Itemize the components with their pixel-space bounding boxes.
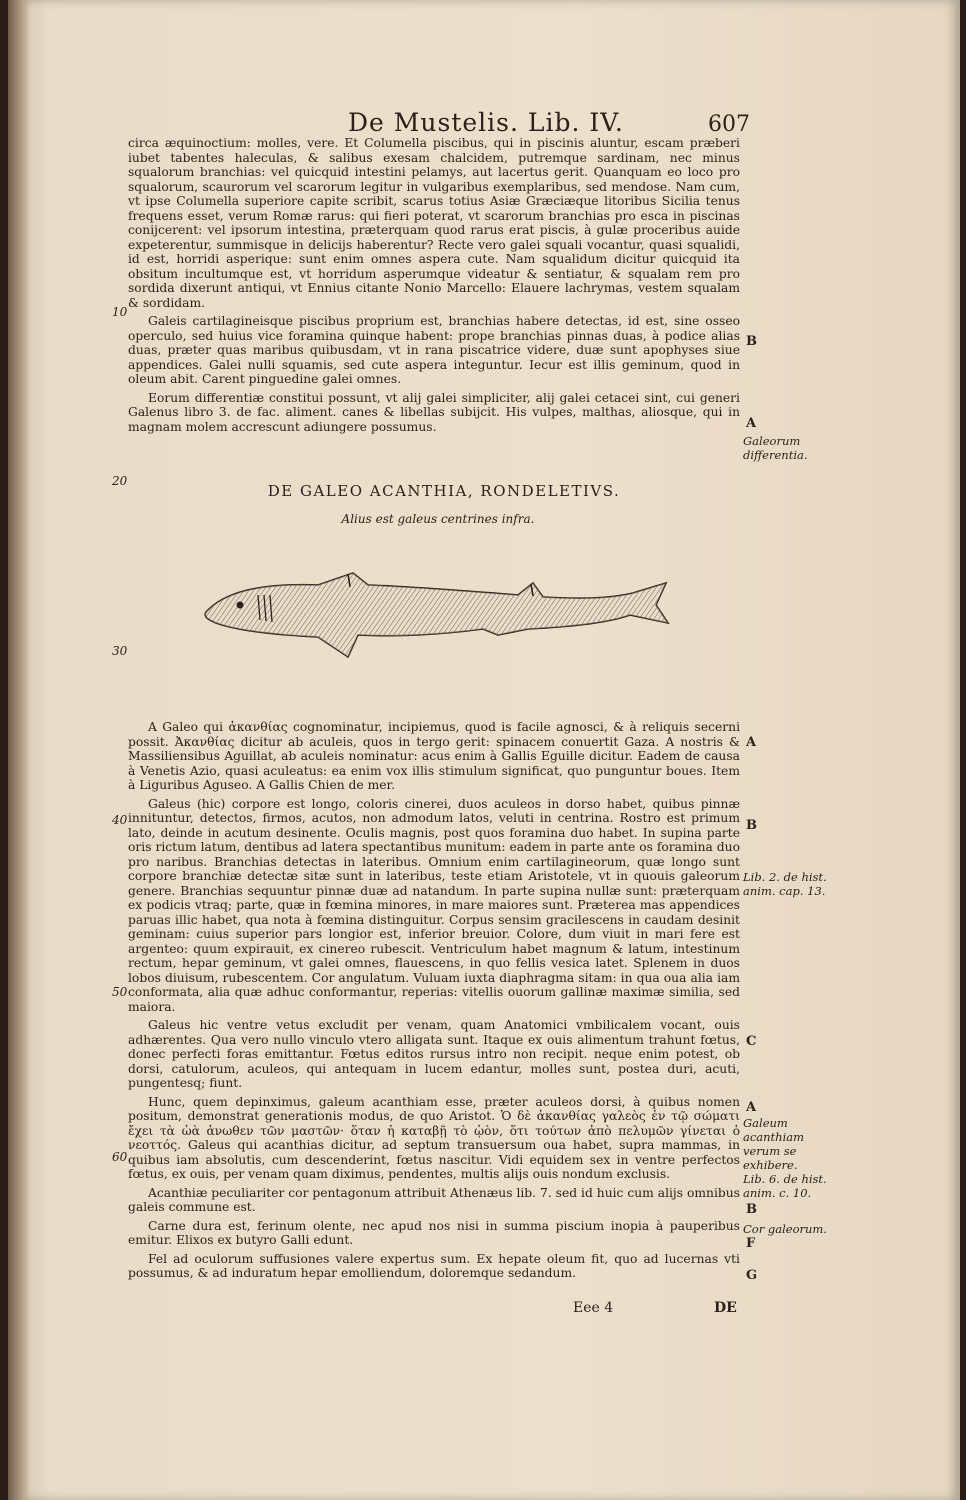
paragraph: Galeus (hic) corpore est longo, coloris cinerei, duos aculeos in dorso habet, quibus pinnæ innituntur, detectos, firmos, acutos, non admodum latos, veluti in centrina. Rostro est primum lato, deinde in acutum desinente. Oculis magnis, post quos foramina duo habet. In supina parte oris rictum latum, dentibus ad latera spectantibus munitum: eadem in parte ante os foramina duo pro naribus. Branchias detectas in lateribus. Omnium enim cartilagineorum, quæ longo sunt corpore branchiæ detectæ sitæ sunt in lateribus, teste etiam Aristotele, vt in quouis galeorum genere. Branchias sequuntur pinnæ duæ ad natandum. In parte supina nullæ sunt: præterquam ex podicis vtraq; parte, quæ in fœmina minores, in mare maiores sunt. Præterea mas appendices paruas illic habet, qua nota à fœmina distinguitur. Corpus sensim gracilescens in caudam desinit geminam: cuius superior pars longior est, inferior breuior. Colore, dum viuit in mari fere est argenteo: quum expirauit, ex cinereo rubescit. Ventriculum habet magnum & latum, intestinum rectum, hepar geminum, vt galei omnes, flauescens, in quo fellis vesica latet. Splenem in duos lobos diuisum, rubescentem. Cor angulatum. Vuluam iuxta diaphragma sitam: in qua oua alia iam conformata, alia quæ adhuc conformantur, reperias: vitellis ouorum gallinæ maximæ similia, sed maiora. bbox=[128, 796, 740, 1014]
line-number: 20 bbox=[112, 474, 128, 488]
paragraph: Hunc, quem depinximus, galeum acanthiam esse, præter aculeos dorsi, à quibus nomen positum, demonstrat generationis modus, de quo Aristot. Ὁ δὲ ἀκανθίας γαλεὸς ἐν τῷ σώματι ἔχει τὰ ὠὰ ἀνωθεν τῶν μαστῶν· ὅταν ἡ καταβῇ τὸ ᾠὸν, ὅτι τούτων ἀπὸ πελυμῶν γίνεται ὁ νεοττός. Galeus qui acanthias dicitur, ad septum transuersum oua habet, supra mammas, in quibus iam absolutis, cum descenderint, fœtus nascitur. Vidi equidem sex in ventre perfectos fœtus, ex ouis, per venam quam diximus, pendentes, multis alijs ouis nondum exclusis. bbox=[128, 1094, 740, 1181]
line-number: 10 bbox=[112, 305, 128, 319]
margin-letter: B bbox=[746, 818, 757, 833]
margin-note-galeum: Galeum acanthiam verum se exhibere. bbox=[743, 1116, 805, 1172]
line-number: 50 bbox=[112, 985, 128, 999]
paragraph: A Galeo qui ἀκανθίας cognominatur, incipiemus, quod is facile agnosci, & à reliquis secerni possit. Ἀκανθίας dicitur ab aculeis, quos in tergo gerit: spinacem conuertit Gaza. A nostris & Massiliensibus Aguillat, ab aculeis nominatur: acus enim à Gallis Eguille dicitur. Eadem de causa à Venetis Azio, quasi aculeatus: ea enim vox illis stimulum significat, quo punguntur boues. Item à Liguribus Aguseo. A Gallis Chien de mer. bbox=[128, 720, 740, 792]
margin-letter: A bbox=[746, 735, 757, 750]
page-number: 607 bbox=[708, 112, 750, 137]
text-block-upper bbox=[128, 136, 740, 438]
margin-letter: G bbox=[746, 1268, 758, 1283]
margin-note-galeorum: Galeorum differentia. bbox=[743, 434, 808, 462]
margin-note-lib2: Lib. 2. de hist. anim. cap. 13. bbox=[743, 870, 827, 898]
margin-letter: C bbox=[746, 1034, 757, 1049]
catchword: DE bbox=[714, 1300, 737, 1316]
paragraph: Eorum differentiæ constitui possunt, vt alij galei simpliciter, alij galei cetacei sint, cui generi Galenus libro 3. de fac. aliment. canes & libellas subijcit. His vulpes, malthas, aliosque, qui in magnam molem accrescunt adiungere possumus. bbox=[128, 390, 740, 434]
signature-mark: Eee 4 bbox=[573, 1300, 614, 1316]
margin-letter: B bbox=[746, 1202, 757, 1217]
paragraph: Galeus hic ventre vetus excludit per venam, quam Anatomici vmbilicalem vocant, ouis adhærentes. Qua vero nullo vinculo vtero alligata sunt. Itaque ex ouis alimentum trahunt fœtus, donec perfecti foras emittantur. Fœtus editos rursus intro non recipit. neque enim potest, ob dorsi, catulorum, aculeos, qui antequam in lucem edantur, molles sunt, postea duri, acuti, pungentesq; fiunt. bbox=[128, 1018, 740, 1090]
text-block-lower bbox=[128, 720, 740, 1285]
page-gutter bbox=[8, 0, 30, 1500]
running-head-title: De Mustelis. Lib. IV. bbox=[348, 108, 624, 137]
margin-letter: F bbox=[746, 1236, 756, 1251]
book-page bbox=[8, 0, 960, 1500]
paragraph: circa æquinoctium: molles, vere. Et Columella piscibus, qui in piscinis aluntur, escam præberi iubet tabentes haleculas, & salibus exesam chalcidem, putremque sardinam, nec minus squalorum branchias: vel quicquid intestini pelamys, aut lacertus gerit. Quanquam eo loco pro squalorum, scaurorum vel scarorum legitur in vulgaribus exemplaribus, sed mendose. Nam cum, vt ipse Columella superiore capite scribit, scarus totius Asiæ Græciæque litoribus Sicilia tenus frequens esset, verum Romæ rarus: qui fieri poterat, vt scarorum branchias pro esca in piscinas conijcerent: vel ipsorum intestina, præterquam quod rarus erat piscis, à gulæ proceribus auide expeterentur, summisque in delicijs haberentur? Recte vero galei squali vocantur, quasi squalidi, id est, horridi asperique: sunt enim omnes aspera cute. Nam squalidum dicitur quicquid ita obsitum incultumque est, vt horridum asperumque videatur & sentiatur, & squalam rem pro sordida dixerunt antiqui, vt Ennius citante Nonio Marcello: Elauere lachrymas, vestem squalam & sordidam. bbox=[128, 136, 740, 310]
shark-woodcut-illustration bbox=[198, 565, 673, 680]
margin-note-lib6: Lib. 6. de hist. anim. c. 10. bbox=[743, 1172, 827, 1200]
paragraph: Acanthiæ peculiariter cor pentagonum attribuit Athenæus lib. 7. sed id huic cum alijs omnibus galeis commune est. bbox=[128, 1185, 740, 1214]
line-number: 40 bbox=[112, 813, 128, 827]
margin-letter: A bbox=[746, 416, 757, 431]
paragraph: Carne dura est, ferinum olente, nec apud nos nisi in summa piscium inopia à pauperibus emitur. Elixos ex butyro Galli edunt. bbox=[128, 1218, 740, 1247]
section-heading: DE GALEO ACANTHIA, RONDELETIVS. bbox=[267, 482, 621, 500]
margin-letter: B bbox=[746, 334, 757, 349]
line-number: 60 bbox=[112, 1150, 128, 1164]
line-number: 30 bbox=[112, 644, 128, 658]
margin-letter: A bbox=[746, 1100, 757, 1115]
paragraph: Fel ad oculorum suffusiones valere expertus sum. Ex hepate oleum fit, quo ad lucernas vti possumus, & ad induratum hepar emolliendum, doloremque sedandum. bbox=[128, 1251, 740, 1280]
margin-note-cor: Cor galeorum. bbox=[743, 1222, 827, 1236]
illustration-caption: Alius est galeus centrines infra. bbox=[341, 512, 535, 526]
paragraph: Galeis cartilagineisque piscibus proprium est, branchias habere detectas, id est, sine osseo operculo, sed huius vice foramina quinque habent: prope branchias pinnas duas, à podice alias duas, præter quas maribus quibusdam, vt in rana piscatrice videre, duæ sunt apophyses siue appendices. Galei nulli squamis, sed cute aspera integuntur. Iecur est illis geminum, quod in oleum abit. Carent pinguedine galei omnes. bbox=[128, 314, 740, 386]
